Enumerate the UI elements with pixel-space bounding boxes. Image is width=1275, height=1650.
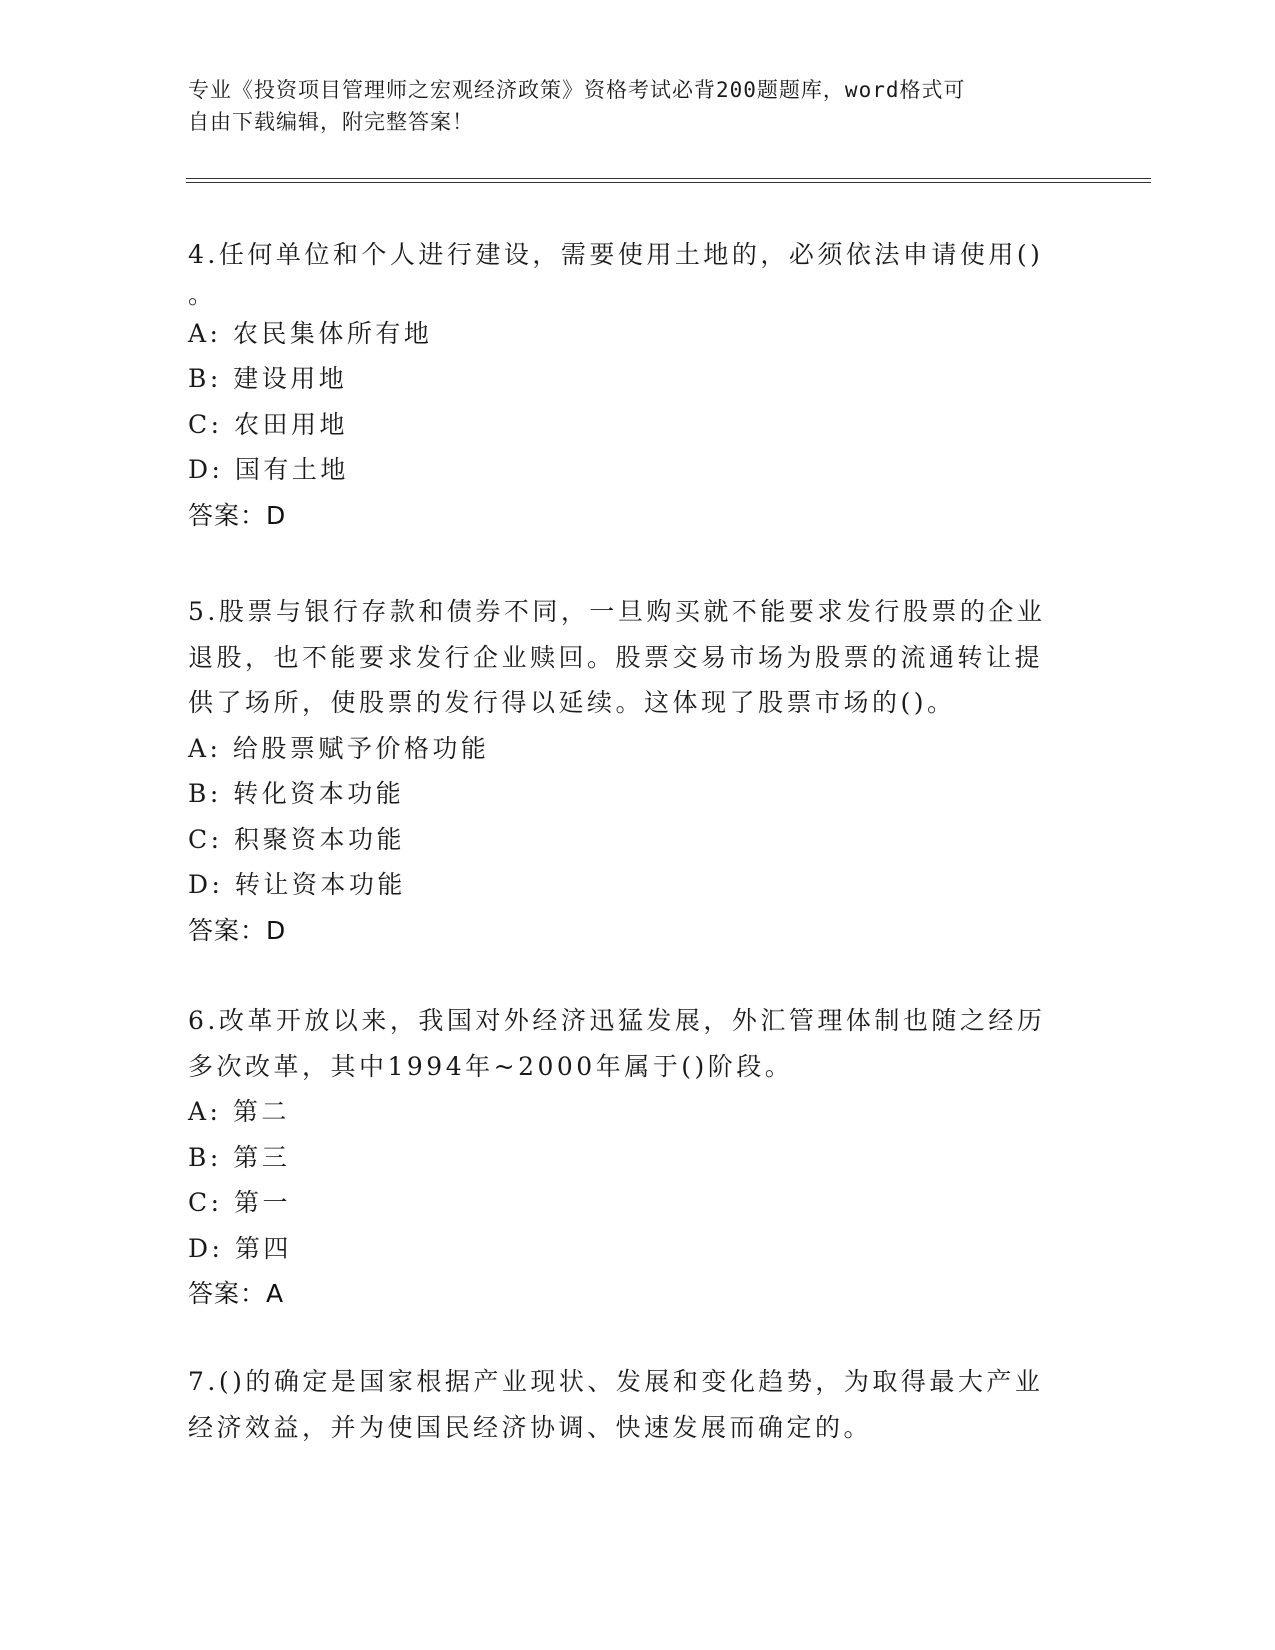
question-text-line: 退股，也不能要求发行企业赎回。股票交易市场为股票的流通转让提 (188, 642, 1044, 672)
answer (188, 493, 1058, 539)
question-7 (188, 1359, 1058, 1450)
option-c: C: 积聚资本功能 (188, 824, 405, 854)
answer-value: D (266, 915, 287, 945)
answer-label: 答案： (188, 915, 267, 945)
question-text-line: 供了场所，使股票的发行得以延续。这体现了股票市场的()。 (188, 688, 956, 717)
option-a: A: 第二 (188, 1097, 290, 1126)
answer (188, 1271, 1058, 1317)
option-d: D: 转让资本功能 (188, 870, 406, 899)
question-6 (188, 998, 1058, 1317)
option-a: A: 给股票赋予价格功能 (188, 733, 490, 763)
question-5 (188, 589, 1058, 953)
option-a: A: 农民集体所有地 (188, 318, 433, 348)
answer-value: D (266, 500, 287, 530)
answer-label: 答案： (188, 1279, 267, 1308)
answer-value: A (266, 1279, 285, 1308)
option-c: C: 第一 (188, 1188, 291, 1217)
option-d: D: 第四 (188, 1233, 292, 1263)
answer (188, 908, 1058, 954)
header-divider-top (186, 178, 1151, 179)
question-text-line: 经济效益，并为使国民经济协调、快速发展而确定的。 (188, 1412, 873, 1442)
answer-label: 答案： (188, 500, 267, 530)
header-line-2: 自由下载编辑，附完整答案！ (188, 110, 474, 134)
header-divider-bottom (186, 182, 1151, 183)
option-d: D: 国有土地 (188, 455, 349, 484)
option-b: B: 第三 (188, 1142, 291, 1172)
question-text-line: 多次改革，其中1994年~2000年属于()阶段。 (188, 1051, 794, 1081)
question-4 (188, 232, 1058, 538)
option-c: C: 农田用地 (188, 409, 348, 439)
question-text-line: 。 (188, 279, 217, 309)
question-text-line: 6.改革开放以来，我国对外经济迅猛发展，外汇管理体制也随之经历 (188, 1006, 1046, 1035)
question-text-line: 4.任何单位和个人进行建设，需要使用土地的，必须依法申请使用() (188, 240, 1044, 269)
question-text-line: 5.股票与银行存款和债券不同，一旦购买就不能要求发行股票的企业 (188, 597, 1046, 626)
question-text-line: 7.()的确定是国家根据产业现状、发展和变化趋势，为取得最大产业 (188, 1367, 1044, 1396)
header-line-1: 专业《投资项目管理师之宏观经济政策》资格考试必背200题题库，word格式可 (188, 78, 966, 102)
option-b: B: 转化资本功能 (188, 779, 405, 808)
document-header (188, 74, 1068, 138)
option-b: B: 建设用地 (188, 364, 348, 393)
